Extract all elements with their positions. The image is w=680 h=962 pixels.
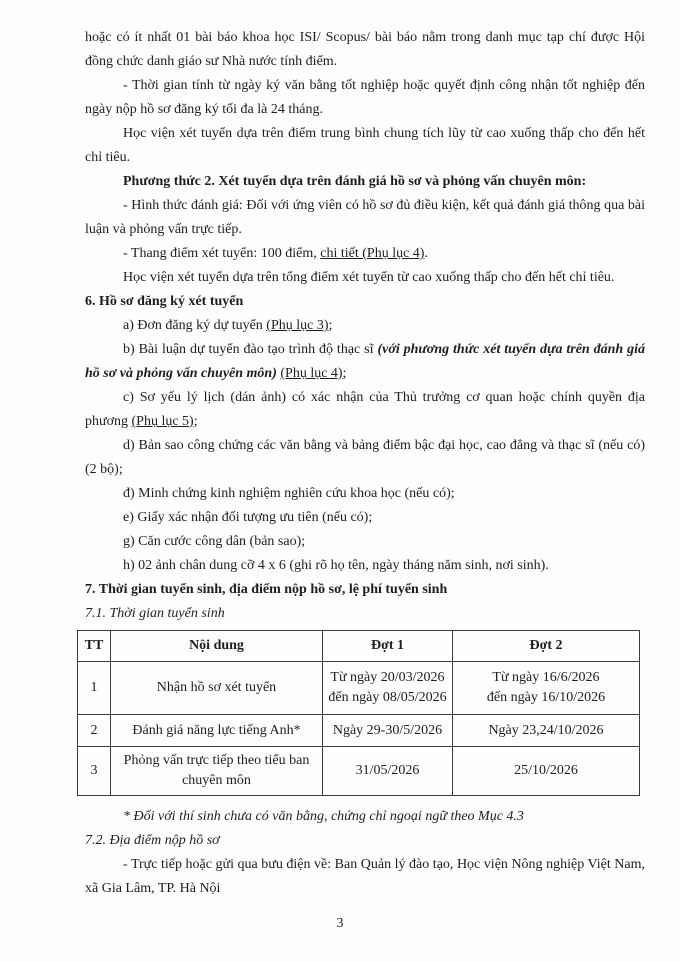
- section-7-2-heading: 7.2. Địa điểm nộp hồ sơ: [85, 833, 220, 848]
- dossier-item-b: b) Bài luận dự tuyển đào tạo trình độ thạc sĩ (với phương thức xét tuyển dựa trên đánh giá hồ sơ và phỏng vấn chuyên môn) (Phụ lục 4);: [85, 342, 646, 381]
- section-6-heading: 6. Hồ sơ đăng ký xét tuyển: [85, 294, 244, 309]
- cell-noi-dung: Đánh giá năng lực tiếng Anh*: [111, 715, 323, 747]
- score-scale-period: .: [424, 246, 428, 261]
- paragraph-score-scale: [85, 242, 645, 266]
- score-scale-text: - Thang điểm xét tuyển: 100 điểm,: [123, 246, 321, 261]
- dossier-item-a: a) Đơn đăng ký dự tuyển (Phụ lục 3);: [123, 318, 333, 333]
- table-row: [78, 662, 640, 715]
- cell-noi-dung: Nhận hồ sơ xét tuyển: [111, 662, 323, 715]
- item-a-text: a) Đơn đăng ký dự tuyển: [123, 318, 267, 333]
- cell-dot-2: 25/10/2026: [453, 747, 640, 796]
- admission-schedule-table: [77, 630, 640, 796]
- dossier-item-c: c) Sơ yếu lý lịch (dán ảnh) có xác nhận của Thủ trưởng cơ quan hoặc chính quyền địa phương (Phụ lục 5);: [85, 390, 645, 429]
- paragraph-gpa-ranking: Học viện xét tuyển dựa trên điểm trung bình chung tích lũy từ cao xuống thấp cho đến hết chỉ tiêu.: [85, 126, 645, 165]
- appendix-5-reference: (Phụ lục 5): [131, 414, 194, 429]
- cell-tt: 3: [78, 747, 111, 796]
- cell-dot-1: Từ ngày 20/03/2026 đến ngày 08/05/2026: [323, 662, 453, 715]
- cell-dot-2: Ngày 23,24/10/2026: [453, 715, 640, 747]
- paragraph-submission-address: - Trực tiếp hoặc gửi qua bưu điện về: Ban Quản lý đào tạo, Học viện Nông nghiệp Việt Nam, xã Gia Lâm, TP. Hà Nội: [85, 857, 645, 896]
- section-7-heading: 7. Thời gian tuyển sinh, địa điểm nộp hồ sơ, lệ phí tuyển sinh: [85, 582, 448, 597]
- method2-heading: Phương thức 2. Xét tuyển dựa trên đánh giá hồ sơ và phỏng vấn chuyên môn:: [123, 174, 587, 189]
- item-c-text: c) Sơ yếu lý lịch (dán ảnh) có xác nhận của Thủ trưởng cơ quan hoặc chính quyền địa phương: [85, 390, 645, 429]
- column-header-dot-1: Đợt 1: [323, 631, 453, 662]
- table-row: [78, 715, 640, 747]
- table-footnote: * Đối với thí sinh chưa có văn bằng, chứng chỉ ngoại ngữ theo Mục 4.3: [123, 809, 524, 824]
- cell-tt: 1: [78, 662, 111, 715]
- cell-dot-1: 31/05/2026: [323, 747, 453, 796]
- table-header-row: [78, 631, 640, 662]
- section-7-1-heading: 7.1. Thời gian tuyển sinh: [85, 606, 225, 621]
- cell-dot-2: Từ ngày 16/6/2026 đến ngày 16/10/2026: [453, 662, 640, 715]
- page-number: 3: [336, 916, 344, 931]
- appendix-3-reference: (Phụ lục 3): [266, 318, 329, 333]
- column-header-dot-2: Đợt 2: [453, 631, 640, 662]
- column-header-noi-dung: Nội dung: [111, 631, 323, 662]
- appendix-4-reference-item-b: (Phụ lục 4): [280, 366, 343, 381]
- dossier-item-h: h) 02 ảnh chân dung cỡ 4 x 6 (ghi rõ họ tên, ngày tháng năm sinh, nơi sinh).: [123, 558, 549, 573]
- dossier-item-dd: đ) Minh chứng kinh nghiệm nghiên cứu khoa học (nếu có);: [123, 486, 455, 501]
- paragraph-journal-requirement: hoặc có ít nhất 01 bài báo khoa học ISI/ Scopus/ bài báo nằm trong danh mục tạp chí được Hội đồng chức danh giáo sư Nhà nước tính điểm.: [85, 30, 645, 69]
- dossier-item-e: e) Giấy xác nhận đối tượng ưu tiên (nếu có);: [123, 510, 373, 525]
- cell-tt: 2: [78, 715, 111, 747]
- cell-noi-dung: Phỏng vấn trực tiếp theo tiểu ban chuyên môn: [111, 747, 323, 796]
- dossier-item-g: g) Căn cước công dân (bản sao);: [123, 534, 306, 549]
- item-b-text: b) Bài luận dự tuyển đào tạo trình độ thạc sĩ: [123, 342, 378, 357]
- appendix-4-reference: chi tiết (Phụ lục 4): [320, 246, 425, 261]
- cell-dot-1: Ngày 29-30/5/2026: [323, 715, 453, 747]
- table-row: [78, 747, 640, 796]
- dossier-item-d: d) Bản sao công chứng các văn bằng và bảng điểm bậc đại học, cao đẳng và thạc sĩ (nếu có) (2 bộ);: [85, 438, 645, 477]
- paragraph-total-ranking: Học viện xét tuyển dựa trên tổng điểm xét tuyển từ cao xuống thấp cho đến hết chỉ tiêu.: [123, 270, 615, 285]
- item-b-emphasis: (với phương thức xét tuyển dựa trên đánh giá hồ sơ và phỏng vấn chuyên môn): [85, 342, 646, 381]
- column-header-tt: TT: [78, 631, 111, 662]
- paragraph-evaluation-form: - Hình thức đánh giá: Đối với ứng viên có hồ sơ đủ điều kiện, kết quả đánh giá thông qua bài luận và phỏng vấn trực tiếp.: [85, 198, 645, 237]
- paragraph-time-limit: - Thời gian tính từ ngày ký văn bằng tốt nghiệp hoặc quyết định công nhận tốt nghiệp đến ngày nộp hồ sơ đăng ký tối đa là 24 tháng.: [85, 78, 645, 117]
